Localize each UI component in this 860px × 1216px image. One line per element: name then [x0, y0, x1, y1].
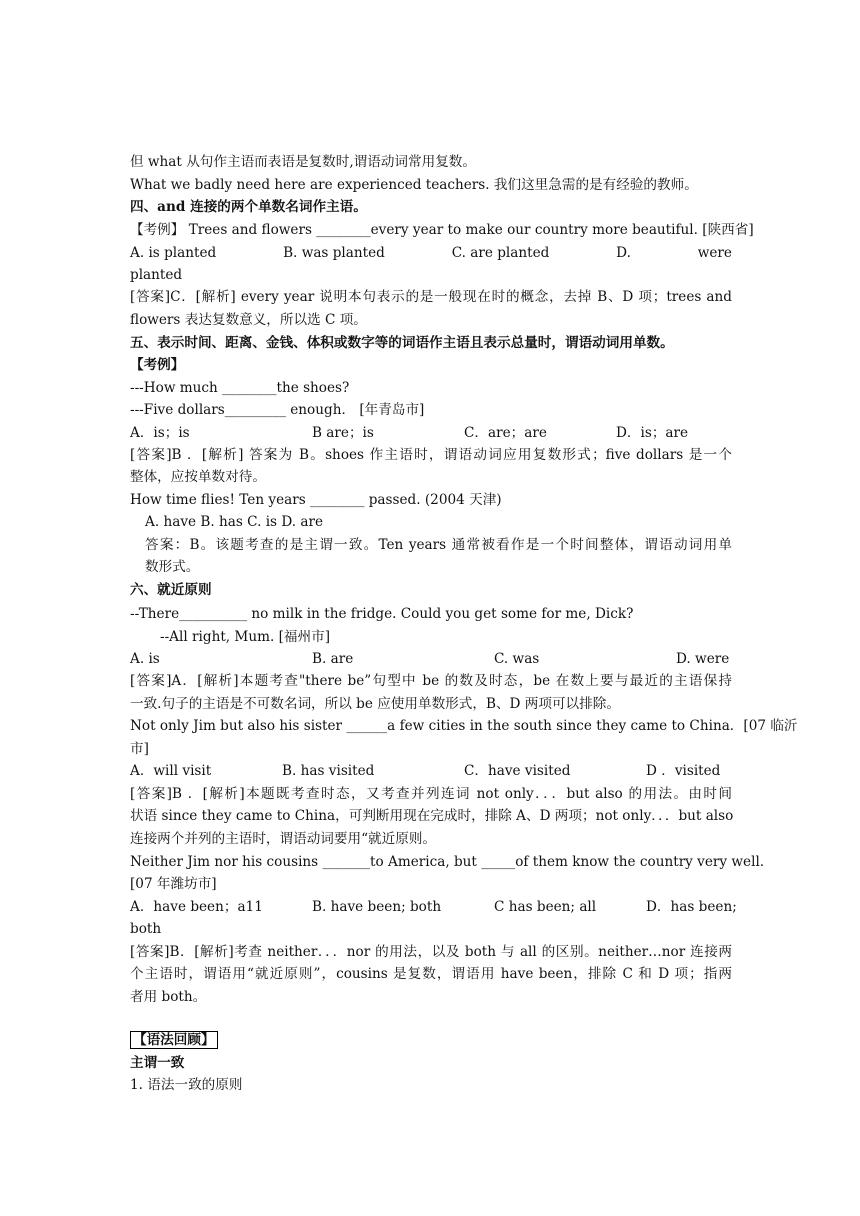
option-b: B. are: [312, 651, 354, 667]
option-c: C. are planted: [451, 245, 550, 261]
answer-options: [130, 896, 737, 918]
example-label: 【考例】: [130, 357, 185, 373]
answer-explanation: [答案]B ．[解析]本题既考查时态，又考查并列连词 not only．．．but also 的用法。由时间: [130, 786, 732, 802]
answer-explanation: 者用 both。: [130, 989, 207, 1005]
section-heading-5: 五、表示时间、距离、金钱、体积或数字等的词语作主语且表示总量时，谓语动词用单数。: [130, 335, 674, 351]
answer-explanation: 个主语时，谓语用“就近原则”，cousins 是复数，谓语用 have been，排除 C 和 D 项；指两: [130, 966, 732, 982]
answer-explanation: [答案]B．[解析]考查 neither．．．nor 的用法，以及 both 与 all 的区别。neither…nor 连接两: [130, 944, 732, 960]
option-b: B. have been; both: [312, 899, 442, 915]
option-b: B are；is: [312, 425, 374, 441]
option-a: A．have been；a11: [130, 899, 263, 915]
exam-question: How time flies! Ten years ________ passed. (2004 天津): [130, 492, 502, 508]
option-d: D.: [616, 245, 631, 261]
answer-explanation: [答案]B ．[解析] 答案为 B。shoes 作主语时，谓语动词应用复数形式；five dollars 是一个: [130, 447, 732, 463]
text-line: both: [130, 921, 162, 937]
option-d: D ．visited: [646, 763, 721, 779]
exam-question: 市]: [130, 741, 149, 757]
option-d: D. were: [676, 651, 730, 667]
option-d: D．has been;: [646, 899, 737, 915]
option-c: C. was: [494, 651, 540, 667]
grammar-review-heading-row: [130, 1029, 732, 1051]
answer-options: A. have B. has C. is D. are: [145, 514, 324, 530]
answer-options: [130, 422, 732, 444]
grammar-review-heading: 【语法回顾】: [130, 1031, 218, 1049]
text-line: 但 what 从句作主语而表语是复数时,谓语动词常用复数。: [130, 154, 476, 170]
answer-explanation: 整体，应按单数对待。: [130, 469, 266, 485]
answer-explanation: [答案]A．[解析]本题考查"there be”句型中 be 的数及时态，be 在数上要与最近的主语保持: [130, 673, 732, 689]
option-b: B. was planted: [283, 245, 385, 261]
answer-explanation: 一致.句子的主语是不可数名词，所以 be 应使用单数形式，B、D 两项可以排除。: [130, 696, 620, 712]
dialogue-line: --There__________ no milk in the fridge. Could you get some for me, Dick?: [130, 606, 634, 622]
option-a: A．is；is: [130, 425, 190, 441]
answer-explanation: 数形式。: [145, 559, 200, 575]
answer-explanation: 答案：B。该题考查的是主谓一致。Ten years 通常被看作是一个时间整体，谓语动词用单: [145, 537, 732, 553]
option-c: C．are；are: [464, 425, 547, 441]
exam-question: [07 年潍坊市]: [130, 876, 217, 892]
answer-options: [130, 648, 732, 670]
option-c: C．have visited: [464, 763, 571, 779]
option-b: B. has visited: [282, 763, 375, 779]
answer-explanation: 状语 since they came to China，可判断用现在完成时，排除 A、D 两项；not only．．．but also: [130, 808, 734, 824]
exam-question: Neither Jim nor his cousins _______to America, but _____of them know the country very well.: [130, 854, 765, 870]
option-a: A．will visit: [130, 763, 212, 779]
subheading: 主谓一致: [130, 1055, 185, 1071]
answer-options: [130, 760, 732, 782]
option-d-cont: were: [697, 245, 732, 261]
option-c: C has been; all: [494, 899, 597, 915]
option-a: A. is planted: [130, 245, 217, 261]
numbered-item: 1. 语法一致的原则: [130, 1077, 243, 1093]
answer-explanation: flowers 表达复数意义，所以选 C 项。: [130, 312, 367, 328]
option-a: A. is: [130, 651, 160, 667]
section-heading-4: 四、and 连接的两个单数名词作主语。: [130, 199, 367, 215]
dialogue-line: ---How much ________the shoes?: [130, 380, 350, 396]
exam-question: 【考例】 Trees and flowers ________every year to make our country more beautiful. [陕西省]: [130, 222, 754, 238]
exam-question: Not only Jim but also his sister ______a few cities in the south since they came to China．[07 临沂: [130, 718, 798, 734]
option-d: D．is；are: [616, 425, 689, 441]
text-line: planted: [130, 267, 183, 283]
answer-options: [130, 242, 732, 264]
section-heading-6: 六、就近原则: [130, 582, 212, 598]
dialogue-line: ---Five dollars_________ enough． [年青岛市]: [130, 402, 425, 418]
answer-explanation: 连接两个并列的主语时，谓语动词要用“就近原则。: [130, 831, 437, 847]
dialogue-line: --All right, Mum. [福州市]: [160, 629, 331, 645]
example-sentence: What we badly need here are experienced teachers. 我们这里急需的是有经验的教师。: [130, 177, 698, 193]
answer-explanation: [答案]C．[解析] every year 说明本句表示的是一般现在时的概念，去掉 B、D 项；trees and: [130, 289, 732, 305]
